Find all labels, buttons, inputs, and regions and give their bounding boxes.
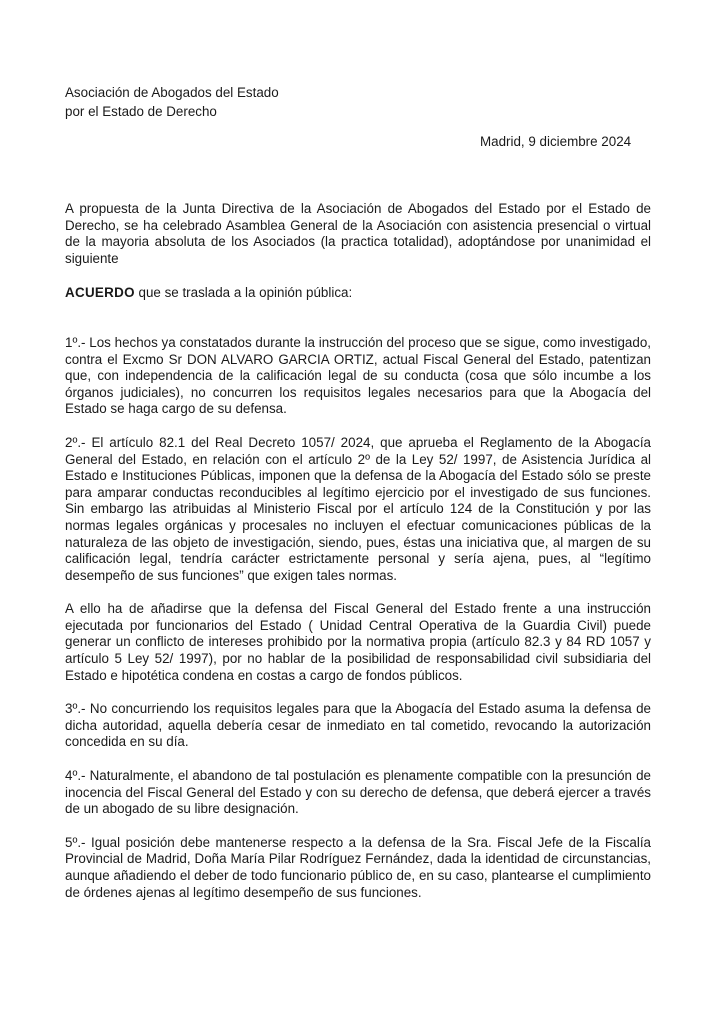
acuerdo-heading: [65, 285, 651, 302]
document-date: Madrid, 9 diciembre 2024: [480, 134, 632, 149]
paragraph-5: 5º.- Igual posición debe mantenerse respecto a la defensa de la Sra. Fiscal Jefe de la Fiscalía Provincial de Madrid, Doña María Pilar Rodríguez Fernández, dada la identidad de circunstancias, aunque añadiendo el deber de todo funcionario público de, en su caso, plantearse el cumplimiento de órdenes ajenas al legítimo desempeño de sus funciones.: [65, 834, 651, 900]
document-body: [65, 201, 651, 918]
sender-line-2: por el Estado de Derecho: [65, 104, 217, 119]
paragraph-1: 1º.- Los hechos ya constatados durante la instrucción del proceso que se sigue, como investigado, contra el Excmo Sr DON ALVARO GARCIA ORTIZ, actual Fiscal General del Estado, patentizan que, con independencia de la calificación legal de su conducta (cosa que sólo incumbe a los órganos judiciales), no concurren los requisitos legales necesarios para que la Abogacía del Estado se haga cargo de su defensa.: [65, 334, 651, 417]
paragraph-2-continued: A ello ha de añadirse que la defensa del Fiscal General del Estado frente a una instrucción ejecutada por funcionarios del Estado ( Unidad Central Operativa de la Guardia Civil) puede generar un conflicto de intereses prohibido por la normativa propia (artículo 82.3 y 84 RD 1057 y artículo 5 Ley 52/ 1997), por no hablar de la posibilidad de responsabilidad civil subsidiaria del Estado e hipotética condena en costas a cargo de fondos públicos.: [65, 601, 651, 683]
acuerdo-rest: que se traslada a la opinión pública:: [134, 285, 353, 301]
paragraph-4: 4º.- Naturalmente, el abandono de tal postulación es plenamente compatible con la presunción de inocencia del Fiscal General del Estado y con su derecho de defensa, que deberá ejercer a través de un abogado de su libre designación.: [65, 768, 651, 817]
sender-block: [65, 83, 279, 121]
intro-paragraph: A propuesta de la Junta Directiva de la Asociación de Abogados del Estado por el Estado de Derecho, se ha celebrado Asamblea General de la Asociación con asistencia presencial o virtual de la mayoria absoluta de los Asociados (la practica totalidad), adoptándose por unanimidad el siguiente: [65, 201, 651, 266]
paragraph-2: 2º.- El artículo 82.1 del Real Decreto 1057/ 2024, que aprueba el Reglamento de la Abogacía General del Estado, en relación con el artículo 2º de la Ley 52/ 1997, de Asistencia Jurídica al Estado e Instituciones Públicas, imponen que la defensa de la Abogacía del Estado sólo se preste para amparar conductas reconducibles al legítimo ejercicio por el investigado de sus funciones. Sin embargo las atribuidas al Ministerio Fiscal por el artículo 124 de la Constitución y por las normas legales orgánicas y procesales no incluyen el efectuar comunicaciones públicas de la naturaleza de las objeto de investigación, siendo, pues, éstas una iniciativa que, al margen de su calificación legal, tendría carácter estrictamente personal y sería ajena, pues, al “legítimo desempeño de sus funciones” que exigen tales normas.: [65, 434, 651, 583]
acuerdo-keyword: ACUERDO: [65, 285, 135, 301]
sender-line-1: Asociación de Abogados del Estado: [65, 85, 279, 100]
paragraph-3: 3º.- No concurriendo los requisitos legales para que la Abogacía del Estado asuma la defensa de dicha autoridad, aquella debería cesar de inmediato en tal cometido, revocando la autorización concedida en su día.: [65, 701, 651, 750]
